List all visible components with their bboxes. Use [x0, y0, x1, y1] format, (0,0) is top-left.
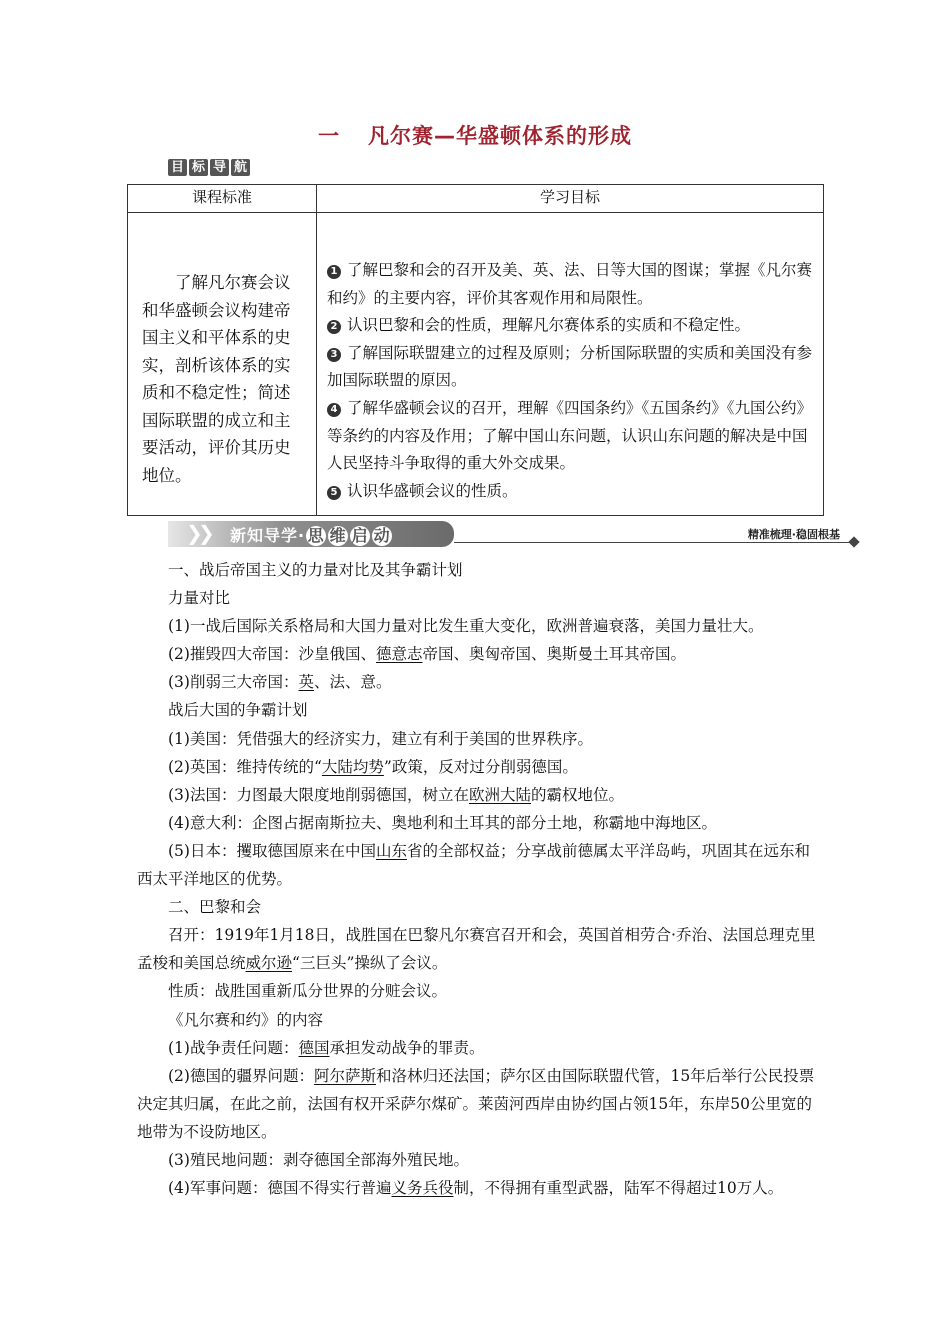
paragraph: (1)美国：凭借强大的经济实力，建立有利于美国的世界秩序。 [168, 729, 593, 748]
objective-text: 了解华盛顿会议的召开，理解《四国条约》《五国条约》《九国公约》等条约的内容及作用；了解中国山东问题，认识山东问题的解决是中国人民坚持斗争取得的重大外交成果。 [327, 398, 813, 473]
paragraph: (4)意大利：企图占据南斯拉夫、奥地利和土耳其的部分土地，称霸地中海地区。 [168, 813, 717, 832]
main-content [137, 556, 817, 1202]
text-run: (4)军事问题：德国不得实行普遍 [168, 1179, 392, 1198]
objective-text: 了解国际联盟建立的过程及原则；分析国际联盟的实质和美国没有参加国际联盟的原因。 [327, 343, 813, 390]
section-heading: 一、战后帝国主义的力量对比及其争霸计划 [168, 561, 463, 579]
tag-char: 导 [210, 159, 229, 176]
objective-item [327, 312, 815, 340]
text-run: 和洛林归还法国；萨尔区由国际联盟代管，15年后举行公民投票决定其归属，在此之前，法国有权开采萨尔煤矿。莱茵河西岸由协约国占领15年，东岸50公里宽的地带为不设防地区。 [137, 1066, 815, 1141]
text-run: ”政策，反对过分削弱德国。 [383, 757, 578, 776]
underlined-term: 山东 [375, 841, 407, 860]
banner-char: 动 [373, 526, 391, 545]
underlined-term: 威尔逊 [245, 954, 293, 973]
text-run: 、法、意。 [313, 673, 392, 692]
text-run: (2)英国：维持传统的“ [168, 757, 322, 776]
banner-title [230, 523, 393, 546]
goals-table [127, 184, 824, 516]
text-run: (2)德国的疆界问题： [168, 1066, 314, 1085]
banner-char: 启 [351, 526, 369, 545]
banner-char: 思 [307, 526, 325, 545]
text-run: 省的全部权益；分享战前德属太平洋岛屿，巩固其在远东和西太平洋地区的优势。 [137, 841, 810, 889]
paragraph: (1)一战后国际关系格局和大国力量对比发生重大变化，欧洲普遍衰落，美国力量壮大。 [168, 617, 764, 636]
underlined-term: 欧洲大陆 [468, 785, 531, 804]
paragraph [137, 781, 817, 809]
objective-item [327, 340, 815, 395]
text-run: 制，不得拥有重型武器，陆军不得超过10万人。 [453, 1179, 784, 1198]
paragraph [137, 640, 817, 668]
underlined-term: 德国 [298, 1038, 330, 1057]
tag-char: 标 [189, 159, 208, 176]
objective-item [327, 395, 815, 478]
tag-char: 航 [231, 159, 250, 176]
header-standard: 课程标准 [128, 185, 317, 213]
paragraph [137, 837, 817, 893]
section-tag-goals [168, 159, 250, 176]
paragraph [137, 1034, 817, 1062]
tag-char: 目 [168, 159, 187, 176]
number-badge-icon: 5 [327, 486, 341, 500]
objective-text: 认识华盛顿会议的性质。 [347, 481, 518, 500]
banner-divider [454, 542, 852, 543]
number-badge-icon: 3 [327, 348, 341, 362]
text-run: 召开：1919年1月18日，战胜国在巴黎凡尔赛宫召开和会，英国首相劳合·乔治、法国总理克里孟梭和美国总统 [137, 926, 816, 973]
banner-subtitle: 精准梳理·稳固根基 [747, 528, 840, 541]
standard-cell [128, 213, 317, 516]
text-run: (3)法国：力图最大限度地削弱德国，树立在 [168, 785, 469, 804]
standard-text: 了解凡尔赛会议和华盛顿会议构建帝国主义和平体系的史实，剖析该体系的实质和不稳定性；简述国际联盟的成立和主要活动，评价其历史地位。 [142, 273, 291, 485]
text-run: (2)摧毁四大帝国：沙皇俄国、 [168, 645, 376, 664]
paragraph [137, 1174, 817, 1202]
objective-text: 了解巴黎和会的召开及美、英、法、日等大国的图谋；掌握《凡尔赛和约》的主要内容，评价其客观作用和局限性。 [327, 261, 813, 307]
text-run: (1)战争责任问题： [168, 1038, 299, 1057]
banner-char: 维 [329, 526, 347, 545]
sub-heading: 力量对比 [168, 589, 231, 608]
number-badge-icon: 2 [327, 320, 341, 334]
chevron-right-icon: ❯ [198, 521, 215, 545]
underlined-term: 英 [298, 673, 314, 692]
objective-item [327, 257, 815, 312]
text-run: 承担发动战争的罪责。 [329, 1038, 485, 1057]
underlined-term: 德意志 [375, 645, 423, 664]
chevron-right-icon: ❯ [186, 521, 203, 545]
banner-prefix: 新知导学· [230, 526, 306, 545]
objective-item [327, 478, 815, 506]
sub-heading: 《凡尔赛和约》的内容 [168, 1010, 324, 1029]
header-objectives: 学习目标 [317, 185, 824, 213]
objective-text: 认识巴黎和会的性质，理解凡尔赛体系的实质和不稳定性。 [347, 316, 751, 335]
text-run: 帝国、奥匈帝国、奥斯曼土耳其帝国。 [422, 645, 686, 664]
paragraph: (3)殖民地问题：剥夺德国全部海外殖民地。 [168, 1150, 469, 1169]
number-badge-icon: 4 [327, 403, 341, 417]
text-run: (5)日本：攫取德国原来在中国 [168, 841, 376, 860]
objectives-cell [317, 213, 824, 516]
text-run: (3)削弱三大帝国： [168, 673, 299, 692]
paragraph [137, 921, 817, 977]
underlined-term: 阿尔萨斯 [313, 1066, 376, 1085]
number-badge-icon: 1 [327, 265, 341, 279]
title-number: 一 [318, 124, 340, 148]
title-text: 凡尔赛—华盛顿体系的形成 [368, 124, 632, 148]
paragraph [137, 668, 817, 696]
text-run: 的霸权地位。 [530, 785, 624, 804]
paragraph [137, 1062, 817, 1146]
underlined-term: 大陆均势 [321, 757, 384, 776]
diamond-icon [848, 536, 859, 547]
paragraph: 性质：战胜国重新瓜分世界的分赃会议。 [168, 982, 448, 1001]
underlined-term: 义务兵役 [391, 1179, 454, 1198]
text-run: “三巨头”操纵了会议。 [292, 954, 448, 973]
sub-heading: 战后大国的争霸计划 [168, 701, 308, 720]
section-heading: 二、巴黎和会 [168, 898, 262, 917]
section-banner [168, 521, 858, 549]
paragraph [137, 753, 817, 781]
page-title [0, 120, 950, 150]
